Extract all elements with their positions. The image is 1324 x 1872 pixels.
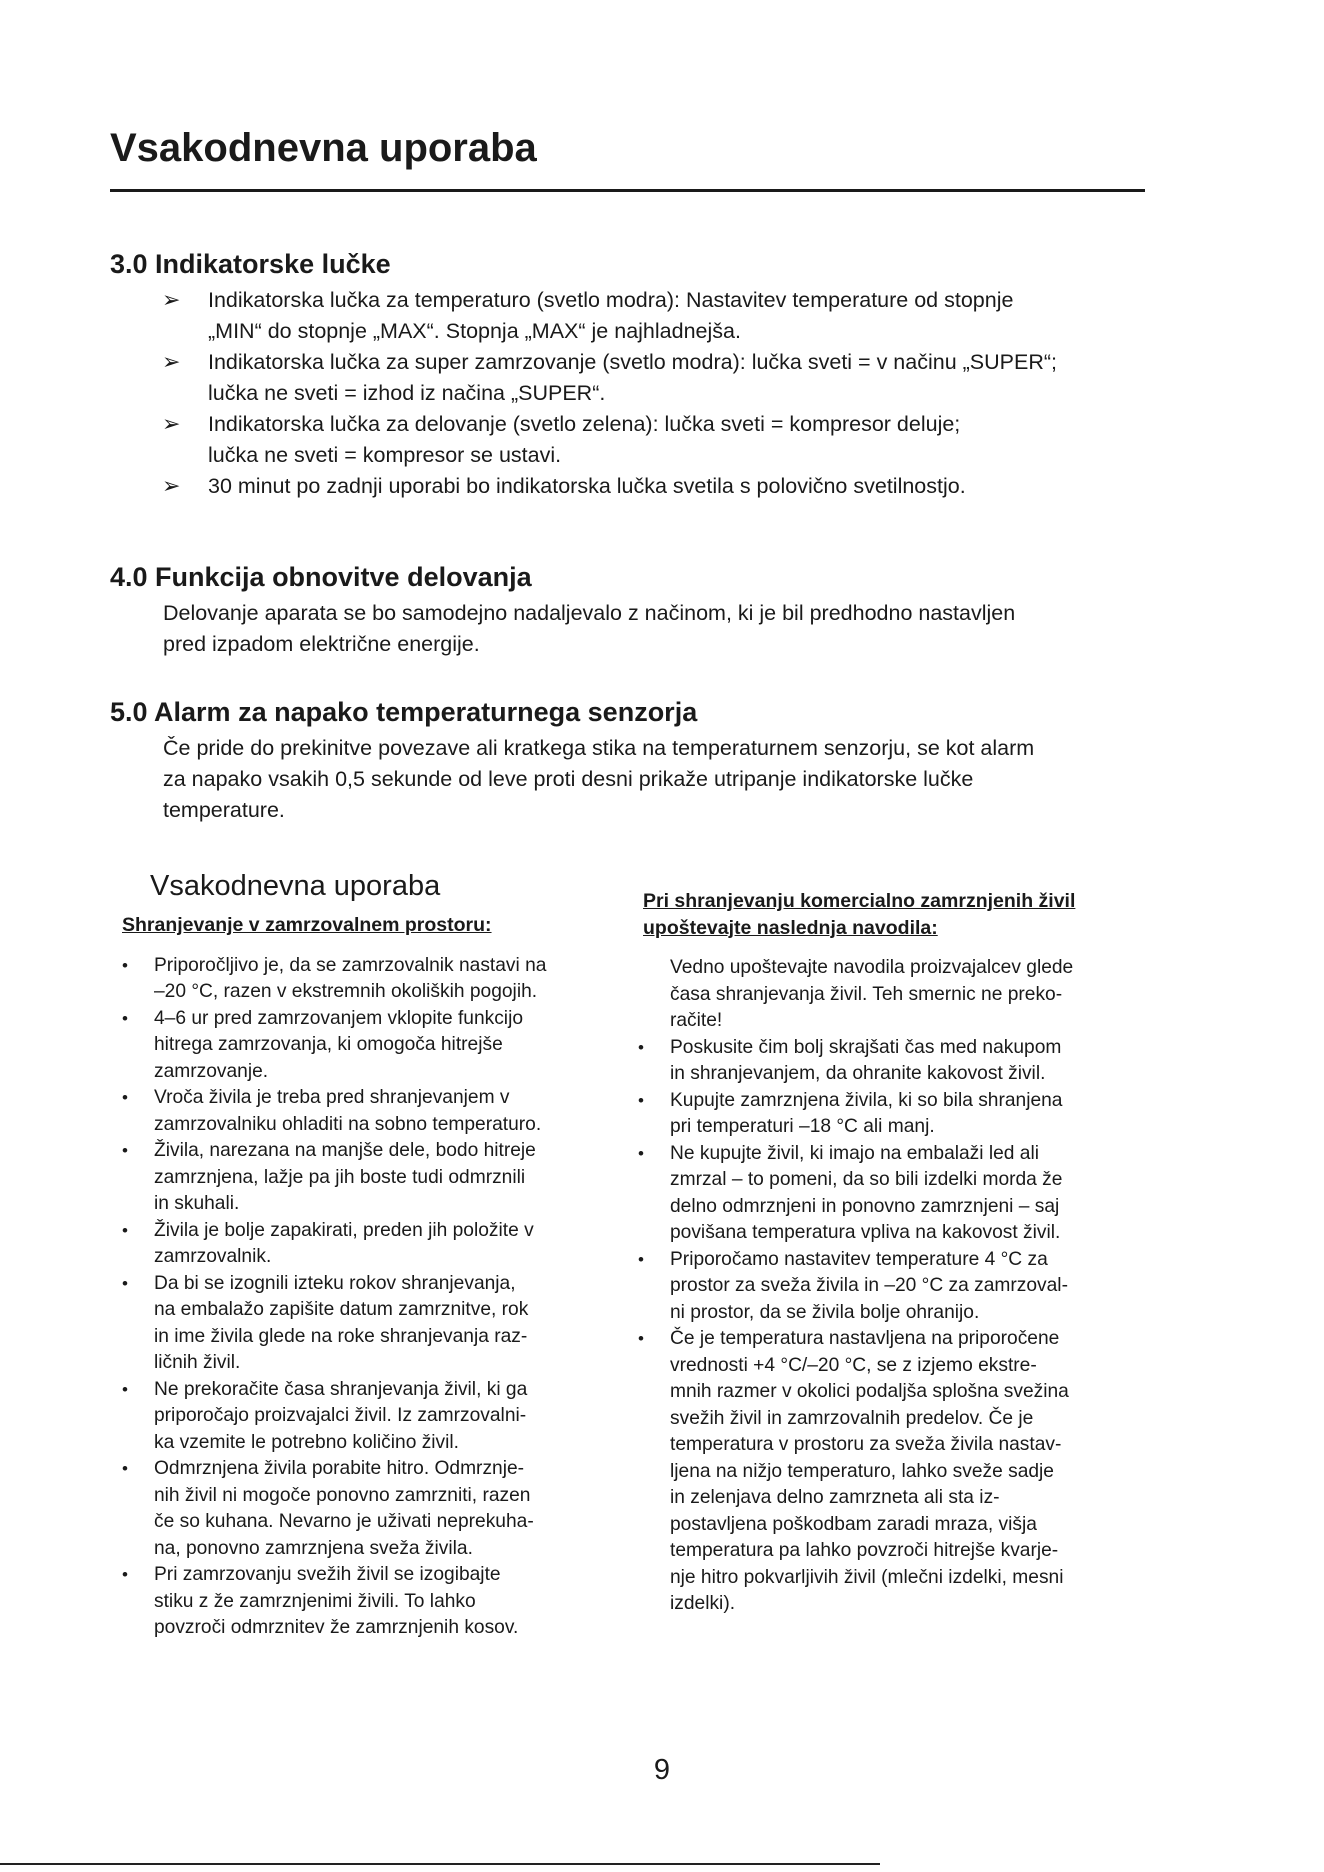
list-item bbox=[638, 1141, 1143, 1247]
text-line: temperatura v prostoru za sveža živila nastav- bbox=[670, 1434, 1062, 1455]
right-column bbox=[638, 888, 1143, 1618]
text-line: Odmrznjena živila porabite hitro. Odmrznje- bbox=[154, 1458, 525, 1479]
text-line: časa shranjevanja živil. Teh smernic ne preko- bbox=[670, 983, 1063, 1005]
dot-bullet-icon: • bbox=[638, 1249, 644, 1269]
paragraph bbox=[163, 733, 1163, 826]
list-item bbox=[122, 1006, 602, 1086]
text-line: hitrega zamrzovanja, ki omogoča hitrejše bbox=[154, 1034, 503, 1055]
bullet-list bbox=[110, 285, 1150, 502]
arrow-bullet-icon: ➢ bbox=[162, 288, 181, 313]
list-item bbox=[122, 1085, 602, 1138]
text-line: ličnih živil. bbox=[154, 1352, 241, 1373]
text-line: Da bi se izognili izteku rokov shranjevanja, bbox=[154, 1272, 516, 1294]
text-line: prostor za sveža živila in –20 °C za zamrzoval- bbox=[670, 1275, 1068, 1296]
text-line: mnih razmer v okolici podaljša splošna svežina bbox=[670, 1381, 1069, 1402]
text-line: povzroči odmrznitev že zamrznjenih kosov. bbox=[154, 1617, 519, 1638]
bullet-list bbox=[122, 953, 602, 1642]
text-line: lučka ne sveti = kompresor se ustavi. bbox=[208, 443, 562, 467]
text-line: –20 °C, razen v ekstremnih okoliških pogojih. bbox=[154, 981, 538, 1002]
text-line: Poskusite čim bolj skrajšati čas med nakupom bbox=[670, 1036, 1062, 1058]
arrow-bullet-icon: ➢ bbox=[162, 412, 181, 437]
text-line: delno odmrznjeni in ponovno zamrznjeni – saj bbox=[670, 1195, 1060, 1217]
list-item bbox=[110, 409, 1150, 471]
text-line: Priporočljivo je, da se zamrzovalnik nastavi na bbox=[154, 954, 547, 976]
list-item bbox=[122, 1271, 602, 1377]
text-line: če so kuhana. Nevarno je uživati neprekuha- bbox=[154, 1511, 534, 1532]
page-title: Vsakodnevna uporaba bbox=[110, 126, 537, 170]
dot-bullet-icon: • bbox=[122, 1273, 128, 1293]
text-line: pred izpadom električne energije. bbox=[163, 632, 480, 656]
text-line: lučka ne sveti = izhod iz načina „SUPER“. bbox=[208, 381, 606, 405]
text-line: ka vzemite le potrebno količino živil. bbox=[154, 1431, 460, 1453]
text-line: zamrzovanje. bbox=[154, 1060, 269, 1082]
text-line: Indikatorska lučka za super zamrzovanje (svetlo modra): lučka sveti = v načinu „SUPER“; bbox=[208, 350, 1057, 374]
text-line: 4–6 ur pred zamrzovanjem vklopite funkcijo bbox=[154, 1007, 524, 1029]
text-line: povišana temperatura vpliva na kakovost živil. bbox=[670, 1222, 1061, 1243]
list-item bbox=[638, 1088, 1143, 1141]
text-line: nih živil ni mogoče ponovno zamrzniti, razen bbox=[154, 1484, 531, 1506]
arrow-bullet-icon: ➢ bbox=[162, 474, 181, 499]
text-line: Ne prekoračite časa shranjevanja živil, ki ga bbox=[154, 1378, 528, 1400]
text-line: Živila je bolje zapakirati, preden jih položite v bbox=[154, 1219, 534, 1241]
dot-bullet-icon: • bbox=[122, 1141, 128, 1160]
dot-bullet-icon: • bbox=[638, 1090, 644, 1110]
text-line: in ime živila glede na roke shranjevanja raz- bbox=[154, 1325, 528, 1347]
text-line: za napako vsakih 0,5 sekunde od leve proti desni prikaže utripanje indikatorske lučke bbox=[163, 767, 974, 791]
text-line: Kupujte zamrznjena živila, ki so bila shranjena bbox=[670, 1089, 1063, 1111]
text-line: na, ponovno zamrznjena sveža živila. bbox=[154, 1537, 473, 1559]
list-item bbox=[122, 953, 602, 1006]
list-item bbox=[122, 1138, 602, 1218]
text-line: zamrzovalniku ohladiti na sobno temperaturo. bbox=[154, 1113, 542, 1135]
text-line: Če pride do prekinitve povezave ali kratkega stika na temperaturnem senzorju, se kot alarm bbox=[163, 736, 1035, 760]
text-line: pri temperaturi –18 °C ali manj. bbox=[670, 1116, 935, 1137]
list-item bbox=[122, 1218, 602, 1271]
dot-bullet-icon: • bbox=[122, 1088, 128, 1107]
text-line: ni prostor, da se živila bolje ohranijo. bbox=[670, 1301, 980, 1323]
list-item bbox=[638, 1326, 1143, 1618]
footer-divider bbox=[0, 1863, 880, 1865]
text-line: Pri zamrzovanju svežih živil se izogibajte bbox=[154, 1564, 501, 1585]
dot-bullet-icon: • bbox=[122, 1459, 128, 1478]
text-line: ljena na nižjo temperaturo, lahko sveže sadje bbox=[670, 1460, 1054, 1482]
dot-bullet-icon: • bbox=[122, 1565, 128, 1584]
page-number: 9 bbox=[653, 1754, 671, 1786]
text-line: Če je temperatura nastavljena na priporočene bbox=[670, 1328, 1060, 1349]
bullet-list bbox=[638, 1035, 1143, 1618]
list-item bbox=[122, 1377, 602, 1457]
list-item bbox=[122, 1562, 602, 1642]
text-line: Delovanje aparata se bo samodejno nadaljevalo z načinom, ki je bil predhodno nastavljen bbox=[163, 601, 1016, 625]
list-item bbox=[110, 471, 1150, 502]
section-restore-function bbox=[110, 560, 1150, 660]
text-line: temperature. bbox=[163, 798, 285, 822]
text-line: vrednosti +4 °C/–20 °C, se z izjemo ekstre- bbox=[670, 1354, 1037, 1376]
text-line: izdelki). bbox=[670, 1593, 736, 1614]
text-line: Indikatorska lučka za delovanje (svetlo zelena): lučka sveti = kompresor deluje; bbox=[208, 412, 961, 436]
text-line: Indikatorska lučka za temperaturo (svetlo modra): Nastavitev temperature od stopnje bbox=[208, 288, 1014, 312]
paragraph bbox=[163, 598, 1163, 660]
dot-bullet-icon: • bbox=[638, 1037, 644, 1057]
text-line: zmrzal – to pomeni, da so bili izdelki morda že bbox=[670, 1169, 1063, 1190]
dot-bullet-icon: • bbox=[122, 1220, 128, 1240]
text-line: in skuhali. bbox=[154, 1193, 240, 1214]
dot-bullet-icon: • bbox=[122, 955, 128, 975]
text-line: priporočajo proizvajalci živil. Iz zamrzovalni- bbox=[154, 1405, 527, 1426]
text-line: in shranjevanjem, da ohranite kakovost živil. bbox=[670, 1063, 1046, 1084]
arrow-bullet-icon: ➢ bbox=[162, 350, 181, 375]
text-line: Vedno upoštevajte navodila proizvajalcev glede bbox=[670, 957, 1074, 978]
text-line: Priporočamo nastavitev temperature 4 °C za bbox=[670, 1248, 1048, 1270]
text-line: in zelenjava delno zamrzneta ali sta iz- bbox=[670, 1487, 1000, 1508]
text-line: zamrzovalnik. bbox=[154, 1246, 272, 1267]
text-line: Pri shranjevanju komercialno zamrznjenih živil bbox=[643, 890, 1076, 912]
text-line: postavljena poškodbam zaradi mraza, višja bbox=[670, 1513, 1037, 1535]
section-heading: 5.0 Alarm za napako temperaturnega senzorja bbox=[110, 697, 698, 727]
text-line: svežih živil in zamrzovalnih predelov. Če je bbox=[670, 1407, 1034, 1429]
list-item bbox=[638, 1035, 1143, 1088]
text-line: zamrznjena, lažje pa jih boste tudi odmrznili bbox=[154, 1166, 526, 1188]
dot-bullet-icon: • bbox=[638, 1143, 644, 1163]
dot-bullet-icon: • bbox=[638, 1329, 644, 1348]
text-line: račite! bbox=[670, 1010, 723, 1031]
section-heading: 3.0 Indikatorske lučke bbox=[110, 249, 391, 279]
list-item bbox=[110, 285, 1150, 347]
section-sensor-alarm bbox=[110, 695, 1150, 826]
title-divider bbox=[110, 189, 1145, 192]
section-heading: 4.0 Funkcija obnovitve delovanja bbox=[110, 562, 532, 592]
section-indicator-lights bbox=[110, 247, 1150, 502]
list-item bbox=[110, 347, 1150, 409]
left-column bbox=[122, 912, 602, 1642]
dot-bullet-icon: • bbox=[122, 1008, 128, 1028]
text-line: upoštevajte naslednja navodila: bbox=[643, 916, 938, 939]
text-line: „MIN“ do stopnje „MAX“. Stopnja „MAX“ je najhladnejša. bbox=[208, 319, 741, 343]
text-line: Vroča živila je treba pred shranjevanjem v bbox=[154, 1087, 510, 1108]
column-heading bbox=[643, 888, 1143, 941]
text-line: 30 minut po zadnji uporabi bo indikatorska lučka svetila s polovično svetilnostjo. bbox=[208, 474, 966, 498]
text-line: stiku z že zamrznjenimi živili. To lahko bbox=[154, 1590, 476, 1612]
list-item bbox=[122, 1456, 602, 1562]
text-line: temperatura pa lahko povzroči hitrejše kvarje- bbox=[670, 1540, 1059, 1561]
column-heading: Shranjevanje v zamrzovalnem prostoru: bbox=[122, 914, 492, 936]
text-line: Živila, narezana na manjše dele, bodo hitreje bbox=[154, 1140, 536, 1161]
list-item bbox=[638, 1247, 1143, 1327]
intro-paragraph bbox=[670, 955, 1143, 1035]
dot-bullet-icon: • bbox=[122, 1379, 128, 1399]
text-line: nje hitro pokvarljivih živil (mlečni izdelki, mesni bbox=[670, 1566, 1064, 1588]
text-line: na embalažo zapišite datum zamrznitve, rok bbox=[154, 1299, 529, 1320]
text-line: Ne kupujte živil, ki imajo na embalaži led ali bbox=[670, 1142, 1039, 1164]
column-subtitle: Vsakodnevna uporaba bbox=[150, 870, 441, 902]
